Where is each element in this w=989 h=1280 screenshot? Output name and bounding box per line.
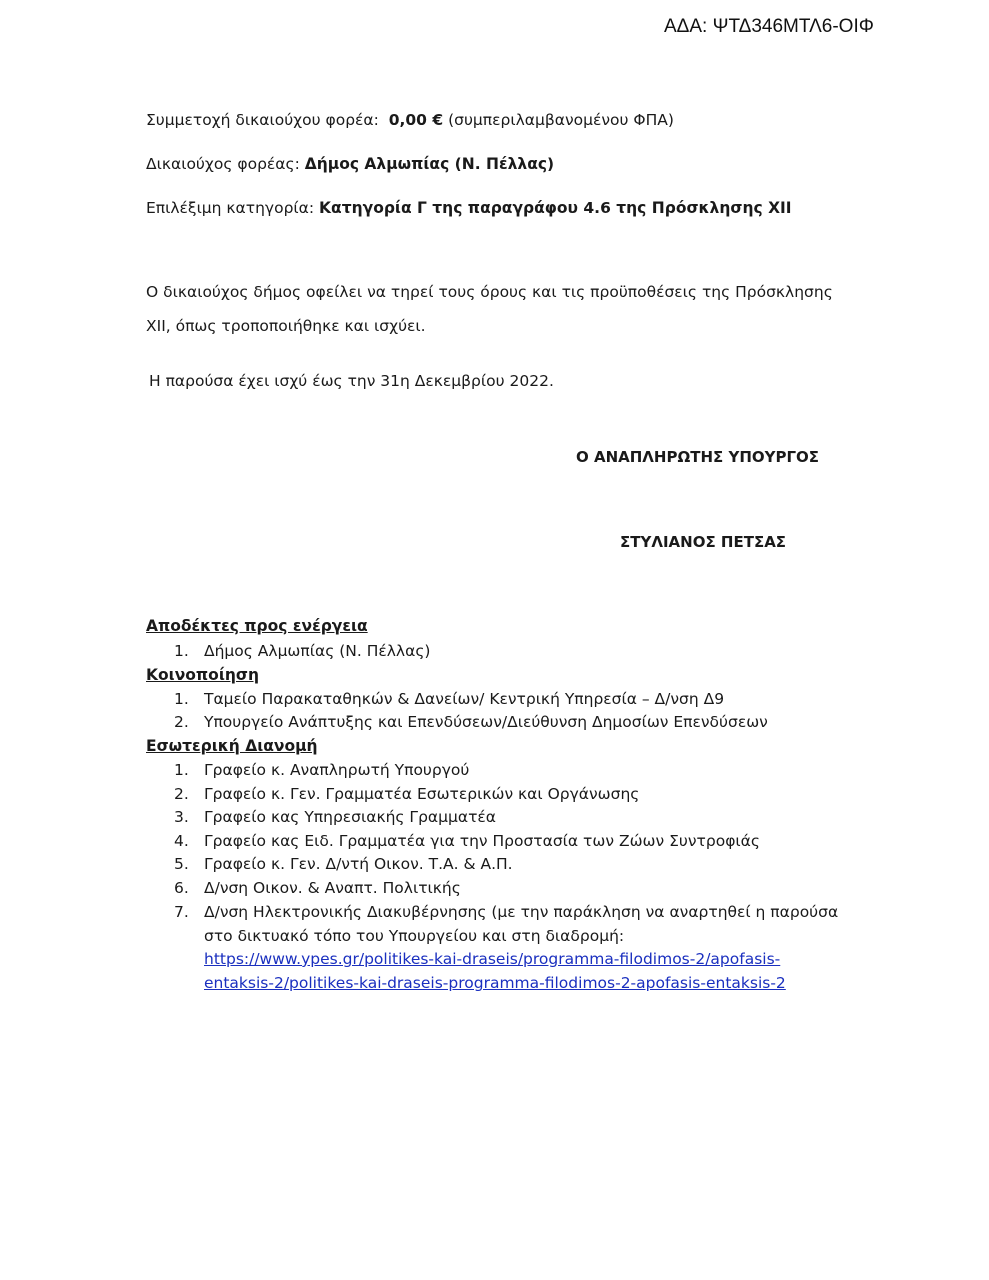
list-item: 1. Ταμείο Παρακαταθηκών & Δανείων/ Κεντρική Υπηρεσία – Δ/νση Δ9: [174, 690, 725, 708]
publication-link-line-1[interactable]: https://www.ypes.gr/politikes-kai-draseis/programma-filodimos-2/apofasis-: [204, 950, 781, 968]
participation-label: Συμμετοχή δικαιούχου φορέα:: [146, 111, 379, 129]
beneficiary-value: Δήμος Αλμωπίας (Ν. Πέλλας): [304, 155, 555, 173]
notification-heading: Κοινοποίηση: [146, 666, 259, 684]
internal-4: Γραφείο κας Ειδ. Γραμματέα για την Προστασία των Ζώων Συντροφιάς: [204, 832, 760, 850]
category-value: Κατηγορία Γ της παραγράφου 4.6 της Πρόσκλησης ΧΙΙ: [319, 199, 792, 217]
participation-line: [146, 111, 674, 129]
list-item: 1. Γραφείο κ. Αναπληρωτή Υπουργού: [174, 761, 470, 779]
notification-1: Ταμείο Παρακαταθηκών & Δανείων/ Κεντρική Υπηρεσία – Δ/νση Δ9: [204, 690, 725, 708]
list-item: 2. Γραφείο κ. Γεν. Γραμματέα Εσωτερικών και Οργάνωσης: [174, 785, 640, 803]
internal-2: Γραφείο κ. Γεν. Γραμματέα Εσωτερικών και Οργάνωσης: [204, 785, 640, 803]
signatory-title: Ο ΑΝΑΠΛΗΡΩΤΗΣ ΥΠΟΥΡΓΟΣ: [576, 448, 820, 466]
participation-amount: 0,00 €: [388, 111, 444, 129]
internal-7: Δ/νση Ηλεκτρονικής Διακυβέρνησης (με την παράκληση να αναρτηθεί η παρούσα: [204, 903, 839, 921]
ada-code: ΑΔΑ: ΨΤΔ346ΜΤΛ6-ΟΙΦ: [664, 16, 874, 37]
list-item: 4. Γραφείο κας Ειδ. Γραμματέα για την Προστασία των Ζώων Συντροφιάς: [174, 832, 760, 850]
obligation-line-2: ΧΙΙ, όπως τροποποιήθηκε και ισχύει.: [146, 317, 426, 335]
recipient-1: Δήμος Αλμωπίας (Ν. Πέλλας): [204, 642, 431, 660]
internal-5: Γραφείο κ. Γεν. Δ/ντή Οικον. Τ.Α. & Α.Π.: [204, 855, 513, 873]
list-item: 7. Δ/νση Ηλεκτρονικής Διακυβέρνησης (με την παράκληση να αναρτηθεί η παρούσα: [174, 903, 839, 921]
internal-heading: Εσωτερική Διανομή: [146, 737, 318, 755]
signatory-name: ΣΤΥΛΙΑΝΟΣ ΠΕΤΣΑΣ: [620, 533, 787, 551]
list-item: 6. Δ/νση Οικον. & Αναπτ. Πολιτικής: [174, 879, 461, 897]
internal-7-continuation: στο δικτυακό τόπο του Υπουργείου και στη διαδρομή:: [204, 927, 625, 945]
beneficiary-label: Δικαιούχος φορέας:: [146, 155, 300, 173]
internal-6: Δ/νση Οικον. & Αναπτ. Πολιτικής: [204, 879, 461, 897]
beneficiary-line: [146, 155, 554, 173]
validity-line: Η παρούσα έχει ισχύ έως την 31η Δεκεμβρίου 2022.: [149, 372, 554, 390]
list-item: 5. Γραφείο κ. Γεν. Δ/ντή Οικον. Τ.Α. & Α.Π.: [174, 855, 513, 873]
participation-note: (συμπεριλαμβανομένου ΦΠΑ): [448, 111, 674, 129]
category-label: Επιλέξιμη κατηγορία:: [146, 199, 315, 217]
list-item: 2. Υπουργείο Ανάπτυξης και Επενδύσεων/Διεύθυνση Δημοσίων Επενδύσεων: [174, 713, 768, 731]
internal-1: Γραφείο κ. Αναπληρωτή Υπουργού: [204, 761, 470, 779]
category-line: [146, 199, 792, 217]
recipients-heading: Αποδέκτες προς ενέργεια: [146, 617, 368, 635]
internal-3: Γραφείο κας Υπηρεσιακής Γραμματέα: [204, 808, 496, 826]
list-item: 1. Δήμος Αλμωπίας (Ν. Πέλλας): [174, 642, 431, 660]
obligation-line-1: Ο δικαιούχος δήμος οφείλει να τηρεί τους όρους και τις προϋποθέσεις της Πρόσκλησης: [146, 283, 833, 301]
notification-2: Υπουργείο Ανάπτυξης και Επενδύσεων/Διεύθυνση Δημοσίων Επενδύσεων: [204, 713, 768, 731]
publication-link-line-2[interactable]: entaksis-2/politikes-kai-draseis-programma-filodimos-2-apofasis-entaksis-2: [204, 974, 786, 992]
list-item: 3. Γραφείο κας Υπηρεσιακής Γραμματέα: [174, 808, 496, 826]
